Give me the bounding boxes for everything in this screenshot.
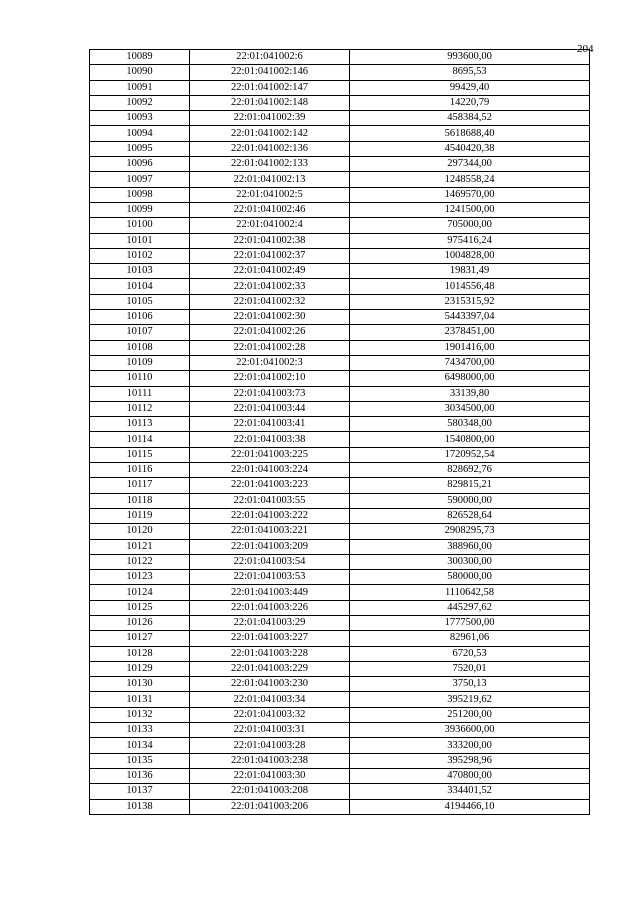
row-number-cell: 10098 (90, 187, 190, 202)
value-cell: 1720952,54 (350, 447, 590, 462)
row-number-cell: 10116 (90, 463, 190, 478)
row-number-cell: 10122 (90, 554, 190, 569)
value-cell: 388960,00 (350, 539, 590, 554)
row-number-cell: 10109 (90, 355, 190, 370)
value-cell: 395298,96 (350, 753, 590, 768)
cadastral-number-cell: 22:01:041003:209 (190, 539, 350, 554)
value-cell: 300300,00 (350, 554, 590, 569)
cadastral-number-cell: 22:01:041002:26 (190, 325, 350, 340)
table-row (90, 401, 590, 416)
table-row (90, 157, 590, 172)
cadastral-number-cell: 22:01:041002:148 (190, 95, 350, 110)
table-row (90, 799, 590, 814)
cadastral-number-cell: 22:01:041003:30 (190, 768, 350, 783)
value-cell: 6498000,00 (350, 371, 590, 386)
cadastral-number-cell: 22:01:041003:224 (190, 463, 350, 478)
cadastral-number-cell: 22:01:041002:4 (190, 218, 350, 233)
value-cell: 828692,76 (350, 463, 590, 478)
value-cell: 829815,21 (350, 478, 590, 493)
value-cell: 334401,52 (350, 784, 590, 799)
row-number-cell: 10097 (90, 172, 190, 187)
table-row (90, 126, 590, 141)
value-cell: 4194466,10 (350, 799, 590, 814)
value-cell: 580348,00 (350, 417, 590, 432)
cadastral-number-cell: 22:01:041003:54 (190, 554, 350, 569)
row-number-cell: 10114 (90, 432, 190, 447)
row-number-cell: 10133 (90, 723, 190, 738)
table-row (90, 172, 590, 187)
table-row (90, 294, 590, 309)
cadastral-number-cell: 22:01:041003:227 (190, 631, 350, 646)
row-number-cell: 10095 (90, 141, 190, 156)
cadastral-number-cell: 22:01:041002:33 (190, 279, 350, 294)
row-number-cell: 10118 (90, 493, 190, 508)
row-number-cell: 10092 (90, 95, 190, 110)
row-number-cell: 10090 (90, 65, 190, 80)
table-row (90, 493, 590, 508)
cadastral-number-cell: 22:01:041003:55 (190, 493, 350, 508)
row-number-cell: 10100 (90, 218, 190, 233)
registry-table-body (90, 50, 590, 815)
row-number-cell: 10131 (90, 692, 190, 707)
row-number-cell: 10132 (90, 707, 190, 722)
value-cell: 33139,80 (350, 386, 590, 401)
value-cell: 470800,00 (350, 768, 590, 783)
table-row (90, 310, 590, 325)
row-number-cell: 10106 (90, 310, 190, 325)
table-row (90, 784, 590, 799)
cadastral-number-cell: 22:01:041003:225 (190, 447, 350, 462)
row-number-cell: 10136 (90, 768, 190, 783)
cadastral-number-cell: 22:01:041002:39 (190, 111, 350, 126)
value-cell: 705000,00 (350, 218, 590, 233)
row-number-cell: 10111 (90, 386, 190, 401)
cadastral-number-cell: 22:01:041003:28 (190, 738, 350, 753)
value-cell: 19831,49 (350, 264, 590, 279)
cadastral-number-cell: 22:01:041002:5 (190, 187, 350, 202)
value-cell: 3936600,00 (350, 723, 590, 738)
table-row (90, 738, 590, 753)
value-cell: 1241500,00 (350, 202, 590, 217)
value-cell: 333200,00 (350, 738, 590, 753)
row-number-cell: 10121 (90, 539, 190, 554)
cadastral-number-cell: 22:01:041003:206 (190, 799, 350, 814)
row-number-cell: 10120 (90, 524, 190, 539)
cadastral-number-cell: 22:01:041003:226 (190, 600, 350, 615)
row-number-cell: 10117 (90, 478, 190, 493)
cadastral-number-cell: 22:01:041002:13 (190, 172, 350, 187)
cadastral-number-cell: 22:01:041003:44 (190, 401, 350, 416)
cadastral-number-cell: 22:01:041002:38 (190, 233, 350, 248)
value-cell: 1540800,00 (350, 432, 590, 447)
cadastral-number-cell: 22:01:041003:228 (190, 646, 350, 661)
cadastral-number-cell: 22:01:041003:34 (190, 692, 350, 707)
table-row (90, 600, 590, 615)
cadastral-number-cell: 22:01:041003:53 (190, 570, 350, 585)
row-number-cell: 10110 (90, 371, 190, 386)
table-row (90, 646, 590, 661)
row-number-cell: 10105 (90, 294, 190, 309)
row-number-cell: 10103 (90, 264, 190, 279)
row-number-cell: 10127 (90, 631, 190, 646)
row-number-cell: 10124 (90, 585, 190, 600)
value-cell: 445297,62 (350, 600, 590, 615)
page-number: 204 (577, 43, 594, 55)
value-cell: 1248558,24 (350, 172, 590, 187)
row-number-cell: 10093 (90, 111, 190, 126)
row-number-cell: 10123 (90, 570, 190, 585)
cadastral-number-cell: 22:01:041003:73 (190, 386, 350, 401)
cadastral-number-cell: 22:01:041002:147 (190, 80, 350, 95)
cadastral-number-cell: 22:01:041003:223 (190, 478, 350, 493)
table-row (90, 539, 590, 554)
cadastral-number-cell: 22:01:041002:10 (190, 371, 350, 386)
value-cell: 458384,52 (350, 111, 590, 126)
row-number-cell: 10137 (90, 784, 190, 799)
value-cell: 3034500,00 (350, 401, 590, 416)
value-cell: 8695,53 (350, 65, 590, 80)
value-cell: 7520,01 (350, 661, 590, 676)
row-number-cell: 10101 (90, 233, 190, 248)
table-row (90, 141, 590, 156)
cadastral-number-cell: 22:01:041003:222 (190, 508, 350, 523)
row-number-cell: 10113 (90, 417, 190, 432)
value-cell: 5618688,40 (350, 126, 590, 141)
cadastral-number-cell: 22:01:041002:142 (190, 126, 350, 141)
row-number-cell: 10128 (90, 646, 190, 661)
table-row (90, 432, 590, 447)
value-cell: 2315315,92 (350, 294, 590, 309)
cadastral-number-cell: 22:01:041003:238 (190, 753, 350, 768)
cadastral-number-cell: 22:01:041002:37 (190, 248, 350, 263)
value-cell: 1777500,00 (350, 615, 590, 630)
cadastral-number-cell: 22:01:041003:29 (190, 615, 350, 630)
value-cell: 5443397,04 (350, 310, 590, 325)
row-number-cell: 10102 (90, 248, 190, 263)
table-row (90, 325, 590, 340)
table-row (90, 753, 590, 768)
cadastral-number-cell: 22:01:041002:30 (190, 310, 350, 325)
cadastral-number-cell: 22:01:041003:449 (190, 585, 350, 600)
value-cell: 6720,53 (350, 646, 590, 661)
table-row (90, 417, 590, 432)
row-number-cell: 10099 (90, 202, 190, 217)
row-number-cell: 10107 (90, 325, 190, 340)
table-row (90, 478, 590, 493)
cadastral-number-cell: 22:01:041002:136 (190, 141, 350, 156)
table-row (90, 279, 590, 294)
registry-table (89, 49, 590, 815)
row-number-cell: 10094 (90, 126, 190, 141)
table-row (90, 585, 590, 600)
cadastral-number-cell: 22:01:041002:3 (190, 355, 350, 370)
cadastral-number-cell: 22:01:041002:146 (190, 65, 350, 80)
table-row (90, 65, 590, 80)
row-number-cell: 10135 (90, 753, 190, 768)
table-row (90, 524, 590, 539)
table-row (90, 661, 590, 676)
row-number-cell: 10104 (90, 279, 190, 294)
table-row (90, 386, 590, 401)
value-cell: 395219,62 (350, 692, 590, 707)
row-number-cell: 10115 (90, 447, 190, 462)
row-number-cell: 10089 (90, 50, 190, 65)
table-row (90, 768, 590, 783)
table-row (90, 95, 590, 110)
value-cell: 993600,00 (350, 50, 590, 65)
table-row (90, 723, 590, 738)
cadastral-number-cell: 22:01:041002:28 (190, 340, 350, 355)
value-cell: 1110642,58 (350, 585, 590, 600)
row-number-cell: 10112 (90, 401, 190, 416)
cadastral-number-cell: 22:01:041003:230 (190, 677, 350, 692)
row-number-cell: 10108 (90, 340, 190, 355)
value-cell: 1901416,00 (350, 340, 590, 355)
value-cell: 7434700,00 (350, 355, 590, 370)
row-number-cell: 10126 (90, 615, 190, 630)
table-row (90, 463, 590, 478)
cadastral-number-cell: 22:01:041002:6 (190, 50, 350, 65)
value-cell: 2908295,73 (350, 524, 590, 539)
table-row (90, 707, 590, 722)
table-row (90, 570, 590, 585)
cadastral-number-cell: 22:01:041002:49 (190, 264, 350, 279)
value-cell: 1469570,00 (350, 187, 590, 202)
value-cell: 1014556,48 (350, 279, 590, 294)
cadastral-number-cell: 22:01:041002:46 (190, 202, 350, 217)
row-number-cell: 10138 (90, 799, 190, 814)
table-row (90, 248, 590, 263)
table-row (90, 50, 590, 65)
table-row (90, 233, 590, 248)
row-number-cell: 10096 (90, 157, 190, 172)
value-cell: 975416,24 (350, 233, 590, 248)
table-row (90, 371, 590, 386)
table-row (90, 631, 590, 646)
row-number-cell: 10119 (90, 508, 190, 523)
value-cell: 4540420,38 (350, 141, 590, 156)
table-row (90, 340, 590, 355)
value-cell: 14220,79 (350, 95, 590, 110)
value-cell: 99429,40 (350, 80, 590, 95)
cadastral-number-cell: 22:01:041002:32 (190, 294, 350, 309)
cadastral-number-cell: 22:01:041003:41 (190, 417, 350, 432)
cadastral-number-cell: 22:01:041002:133 (190, 157, 350, 172)
table-row (90, 554, 590, 569)
table-row (90, 692, 590, 707)
cadastral-number-cell: 22:01:041003:229 (190, 661, 350, 676)
row-number-cell: 10091 (90, 80, 190, 95)
row-number-cell: 10129 (90, 661, 190, 676)
value-cell: 251200,00 (350, 707, 590, 722)
value-cell: 2378451,00 (350, 325, 590, 340)
cadastral-number-cell: 22:01:041003:38 (190, 432, 350, 447)
row-number-cell: 10130 (90, 677, 190, 692)
table-row (90, 187, 590, 202)
table-row (90, 111, 590, 126)
table-row (90, 677, 590, 692)
value-cell: 826528,64 (350, 508, 590, 523)
cadastral-number-cell: 22:01:041003:32 (190, 707, 350, 722)
value-cell: 580000,00 (350, 570, 590, 585)
table-row (90, 355, 590, 370)
cadastral-number-cell: 22:01:041003:31 (190, 723, 350, 738)
table-row (90, 218, 590, 233)
table-row (90, 264, 590, 279)
value-cell: 3750,13 (350, 677, 590, 692)
cadastral-number-cell: 22:01:041003:221 (190, 524, 350, 539)
row-number-cell: 10134 (90, 738, 190, 753)
row-number-cell: 10125 (90, 600, 190, 615)
value-cell: 82961,06 (350, 631, 590, 646)
value-cell: 1004828,00 (350, 248, 590, 263)
table-row (90, 615, 590, 630)
value-cell: 297344,00 (350, 157, 590, 172)
table-row (90, 80, 590, 95)
value-cell: 590000,00 (350, 493, 590, 508)
table-row (90, 447, 590, 462)
table-row (90, 202, 590, 217)
table-row (90, 508, 590, 523)
cadastral-number-cell: 22:01:041003:208 (190, 784, 350, 799)
